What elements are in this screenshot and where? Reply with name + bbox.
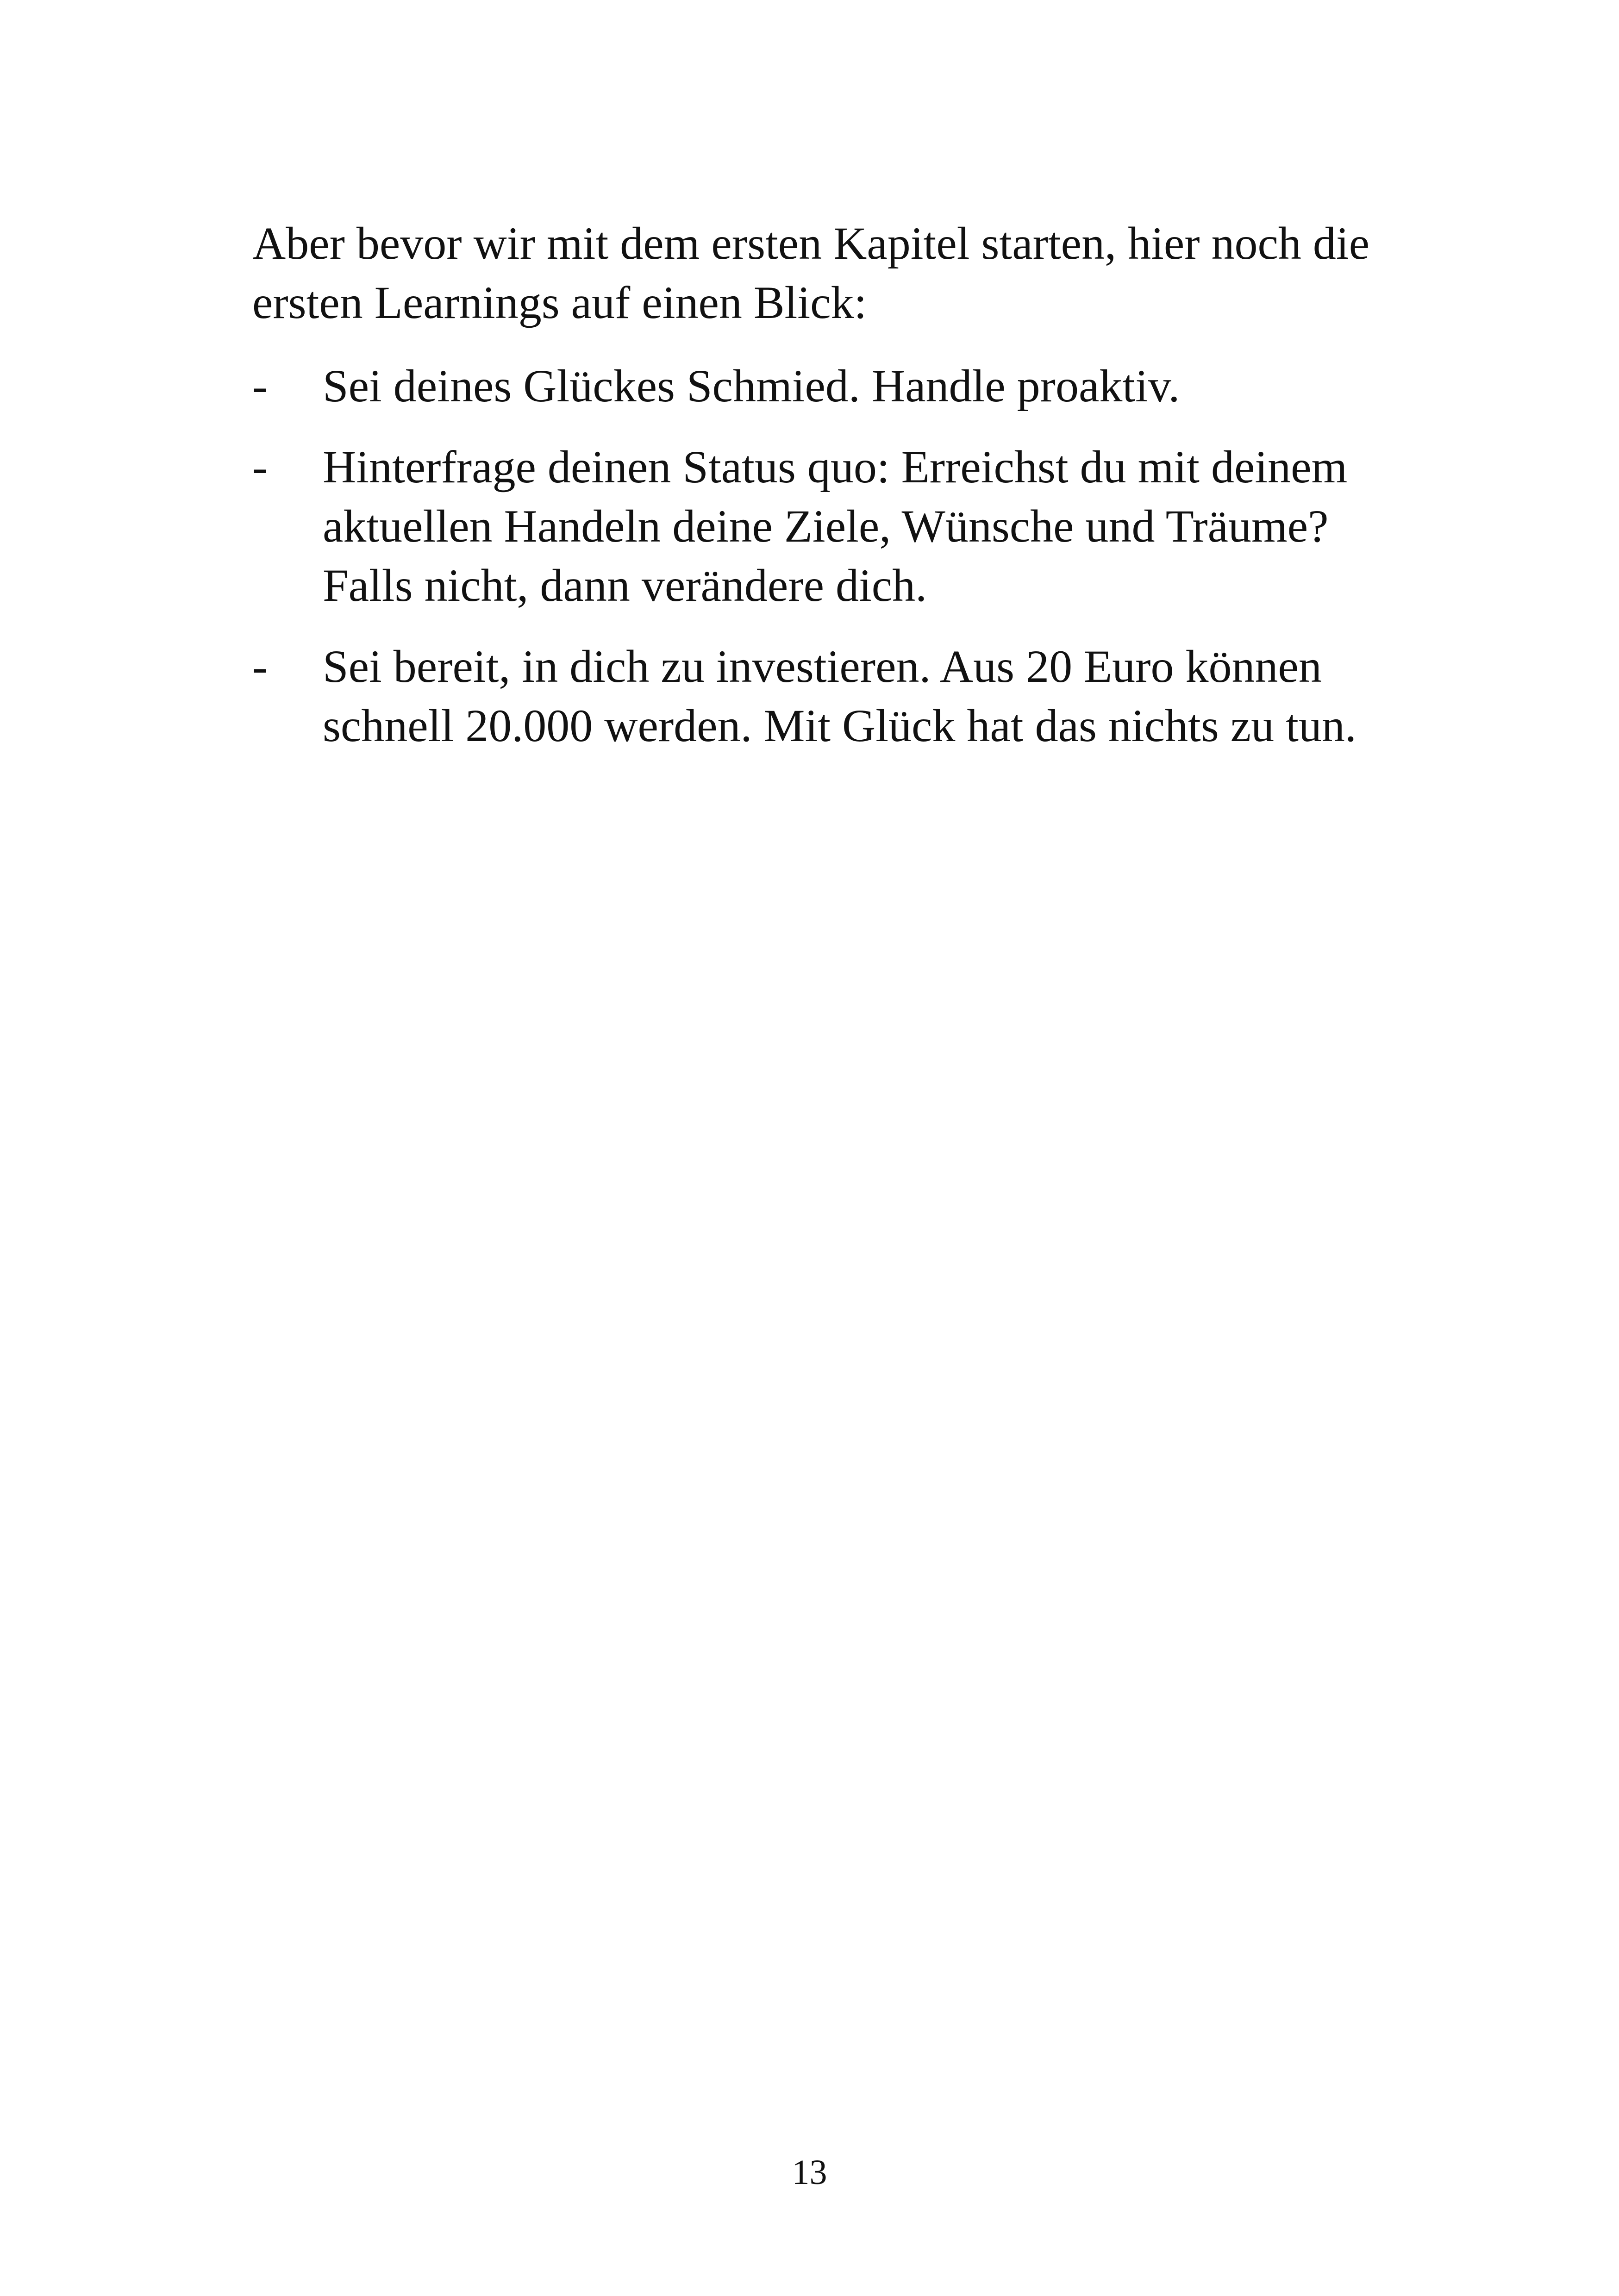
learning-text: Hinterfrage deinen Status quo: Erreichst du mit deinem aktuellen Handeln deine Ziele, Wünsche und Träume? Falls nicht, dann verändere dich. [323,441,1348,611]
bullet-dash: - [252,441,268,493]
page-number: 13 [792,2153,827,2192]
bullet-dash: - [252,641,268,692]
learning-text: Sei bereit, in dich zu investieren. Aus 20 Euro können schnell 20.000 werden. Mit Glück hat das nichts zu tun. [323,641,1356,751]
list-item [252,637,1396,755]
list-item [252,356,1396,416]
bullet-dash: - [252,360,268,412]
page-body [252,214,1396,777]
learning-text: Sei deines Glückes Schmied. Handle proaktiv. [323,360,1180,412]
list-item [252,437,1396,615]
intro-paragraph: Aber bevor wir mit dem ersten Kapitel starten, hier noch die ersten Learnings auf einen Blick: [252,218,1370,328]
learnings-list [252,356,1396,755]
